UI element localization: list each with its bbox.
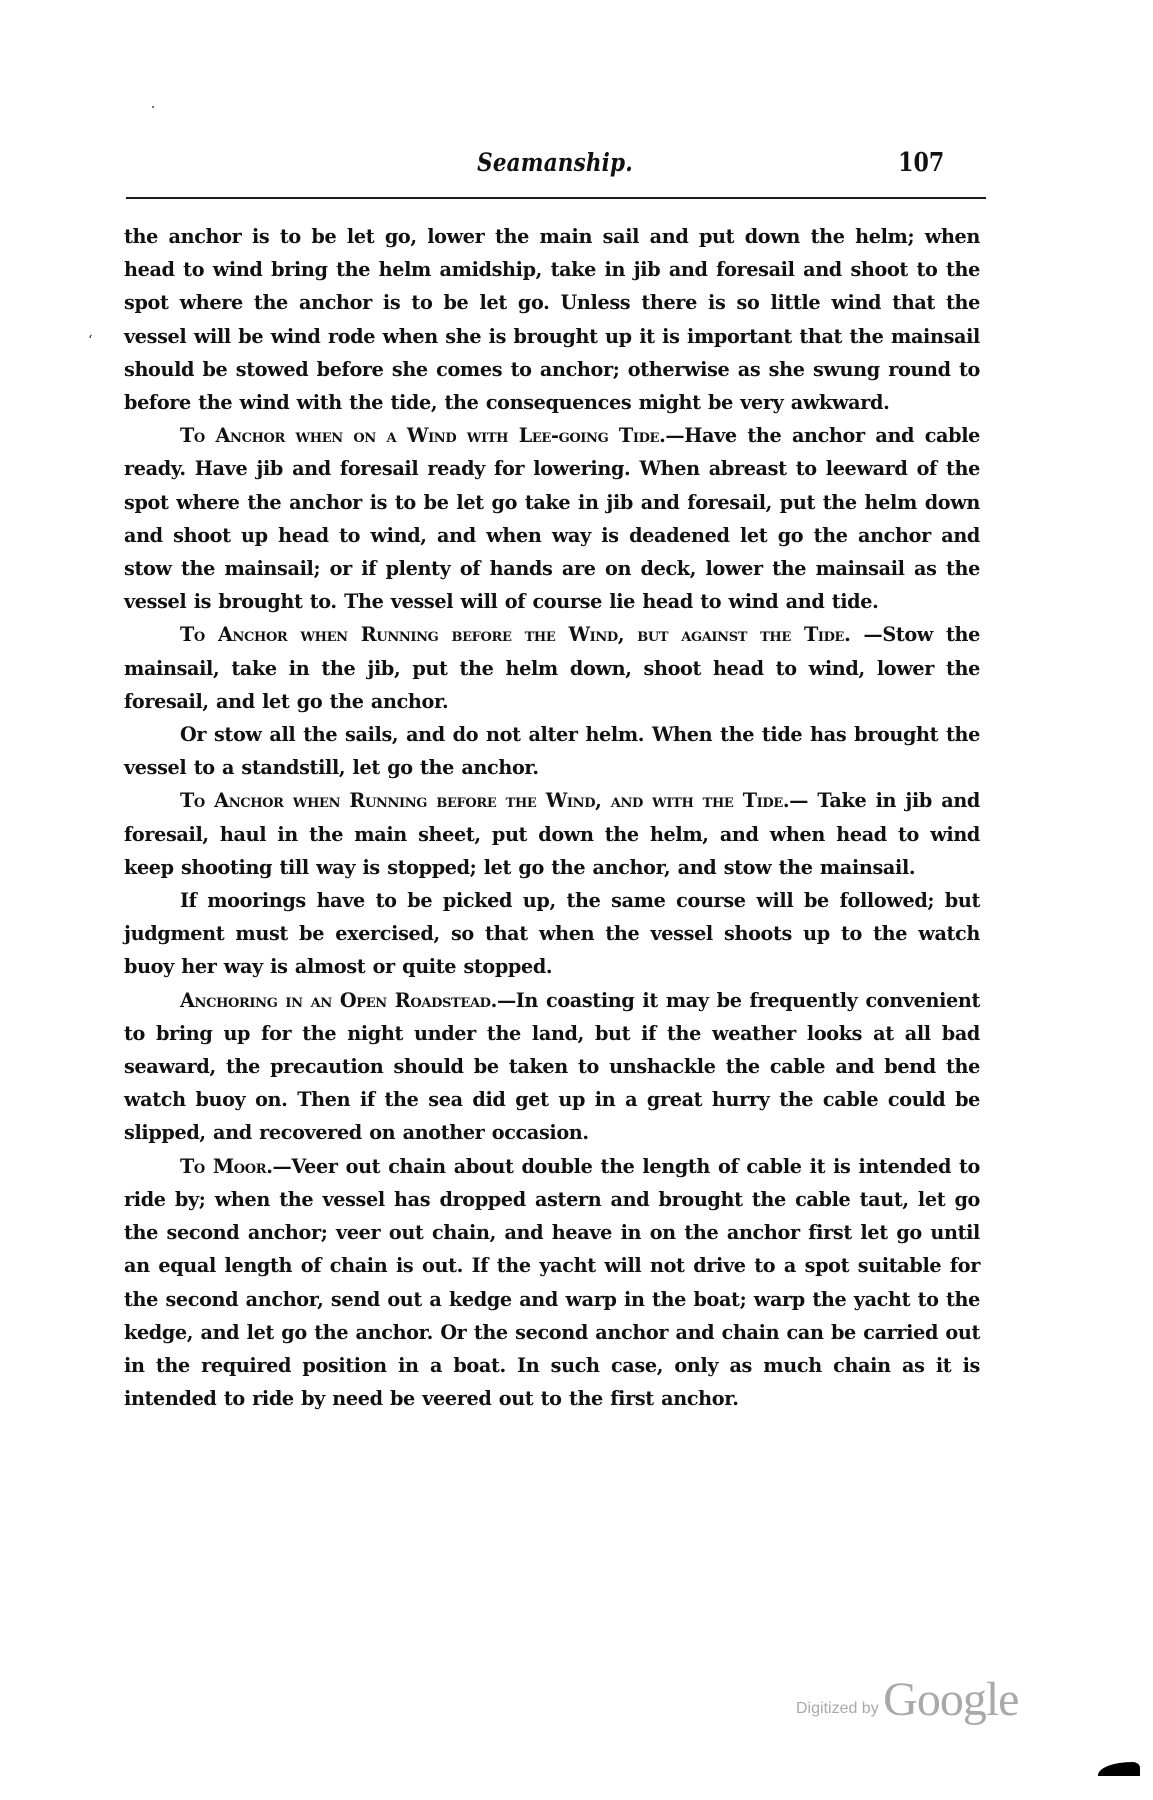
- page-number: 107: [897, 148, 944, 178]
- section-heading: Anchoring in an Open Roadstead.: [180, 988, 497, 1012]
- paragraph-anchor-on-wind-lee-tide: [124, 419, 980, 618]
- paragraph-text: —Stow the mainsail, take in the jib, put the helm down, shoot head to wind, lower the foresail, and let go the anchor.: [124, 623, 980, 713]
- paragraph-text: —Veer out chain about double the length of cable it is intended to ride by; when the vessel has dropped astern and brought the cable taut, let go the second anchor; veer out chain, and heave in on the anchor first let go until an equal length of chain is out. If the yacht will not drive to a spot suitable for the second anchor, send out a kedge and warp in the boat; warp the yacht to the kedge, and let go the anchor. Or the second anchor and chain can be carried out in the required position in a boat. In such case, only as much chain as it is intended to ride by need be veered out to the first anchor.: [124, 1154, 980, 1411]
- running-head: Seamanship.: [477, 148, 633, 177]
- section-heading: To Anchor when Running before the Wind, but against the Tide.: [180, 623, 851, 647]
- section-heading: To Moor.: [180, 1154, 273, 1178]
- scan-thumb-artifact: [1098, 1762, 1140, 1776]
- margin-annotation: ‘: [88, 333, 93, 349]
- digitized-by-google-watermark: [796, 1672, 1018, 1727]
- paragraph-text: — Take in jib and foresail, haul in the main sheet, put down the helm, and when head to wind keep shooting till way is stopped; let go the anchor, and stow the mainsail.: [124, 789, 980, 879]
- paragraph-to-moor: [124, 1150, 980, 1416]
- watermark-prefix: Digitized by: [796, 1700, 879, 1717]
- paragraph-text: the anchor is to be let go, lower the main sail and put down the helm; when head to wind bring the helm amidship, take in jib and foresail and shoot to the spot where the anchor is to be let go. Unless there is so little wind that the vessel will be wind rode when she is brought up it is important that the mainsail should be stowed before she comes to anchor; otherwise as she swung round to before the wind with the tide, the consequences might be very awkward.: [124, 225, 980, 415]
- paragraph-running-with-tide: [124, 784, 980, 884]
- scan-speck: [152, 106, 154, 108]
- paragraph-text: —Have the anchor and cable ready. Have jib and foresail ready for lowering. When abreast to leeward of the spot where the anchor is to be let go take in jib and foresail, put the helm down and shoot up head to wind, and when way is deadened let go the anchor and stow the mainsail; or if plenty of hands are on deck, lower the mainsail as the vessel is brought to. The vessel will of course lie head to wind and tide.: [124, 424, 981, 614]
- section-heading: To Anchor when on a Wind with Lee-going Tide.: [180, 424, 666, 448]
- paragraph-running-against-tide: [124, 618, 980, 718]
- section-heading: To Anchor when Running before the Wind, and with the Tide.: [180, 789, 790, 813]
- paragraph-moorings: [124, 884, 980, 984]
- paragraph-text: Or stow all the sails, and do not alter helm. When the tide has brought the vessel to a standstill, let go the anchor.: [124, 723, 980, 780]
- paragraph-text: If moorings have to be picked up, the same course will be followed; but judgment must be exercised, so that when the vessel shoots up to the watch buoy her way is almost or quite stopped.: [124, 889, 980, 979]
- page-header: [124, 148, 986, 188]
- paragraph-text: —In coasting it may be frequently convenient to bring up for the night under the land, but if the weather looks at all bad seaward, the precaution should be taken to unshackle the cable and bend the watch buoy on. Then if the sea did get up in a great hurry the cable could be slipped, and recovered on another occasion.: [124, 988, 980, 1145]
- paragraph-open-roadstead: [124, 984, 980, 1150]
- header-rule: [126, 197, 986, 199]
- paragraph-alternative: [124, 718, 980, 784]
- body-text: [124, 220, 980, 1415]
- paragraph-continuation: [124, 220, 980, 419]
- google-logo-text: Google: [883, 1673, 1019, 1726]
